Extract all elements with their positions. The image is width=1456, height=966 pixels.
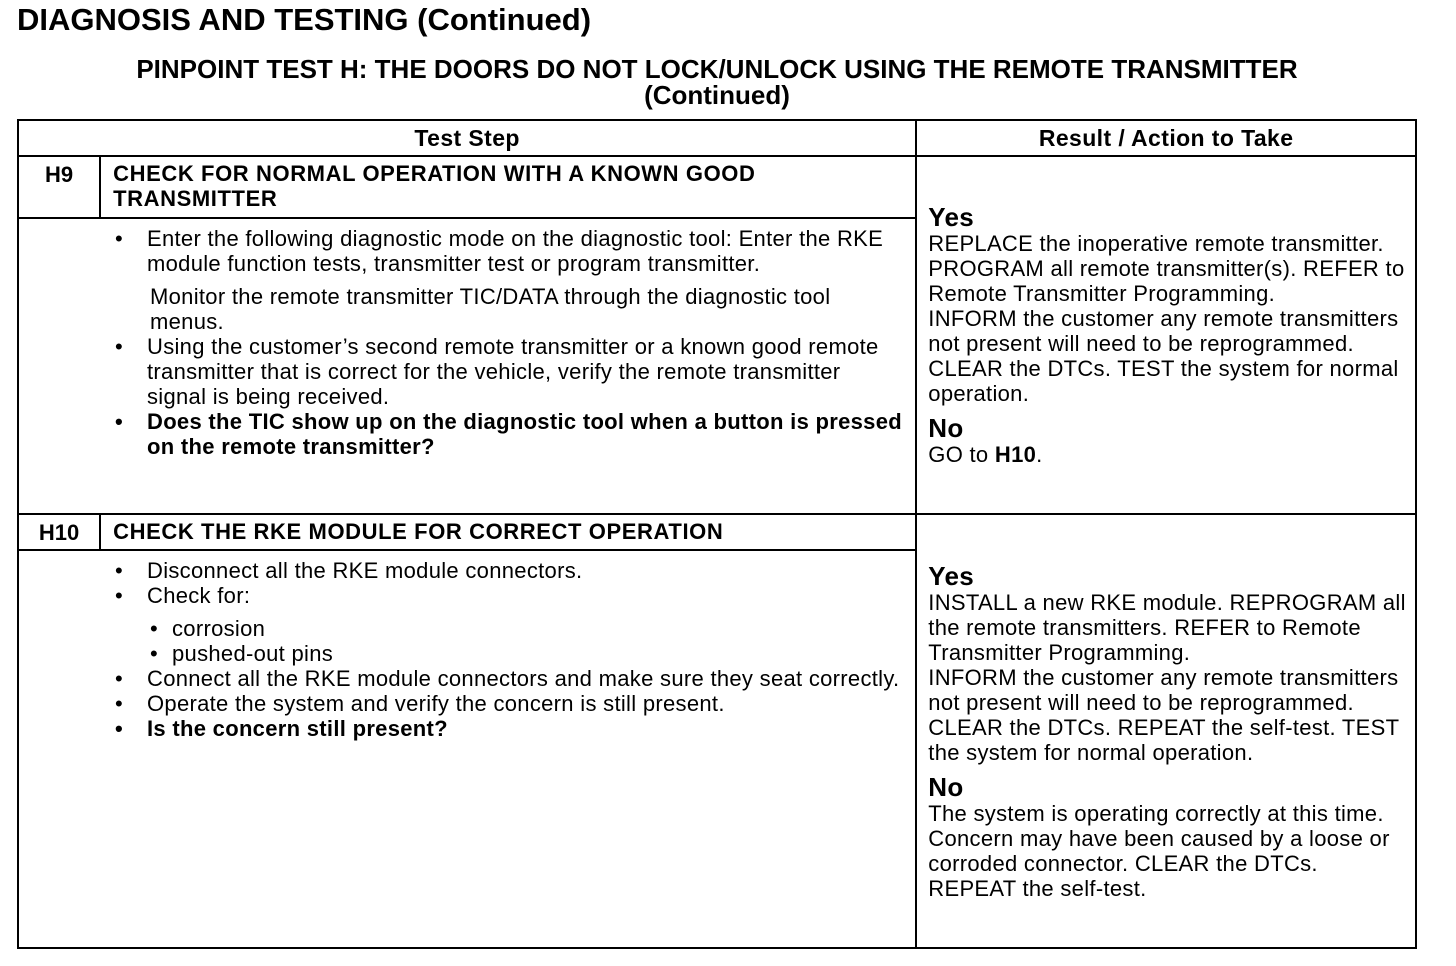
list-item-text: Disconnect all the RKE module connectors.	[147, 558, 583, 583]
list-item: • Disconnect all the RKE module connectors.	[19, 558, 905, 583]
list-item: • Using the customer’s second remote transmitter or a known good remote transmitter that is correct for the vehicle, verify the remote transmitter signal is being received.	[19, 334, 905, 409]
list-item-text: Check for:	[147, 583, 251, 608]
list-item: • Connect all the RKE module connectors and make sure they seat correctly.	[19, 666, 905, 691]
step-result	[916, 156, 1416, 514]
step-result	[916, 514, 1416, 948]
result-yes-text: INFORM the customer any remote transmitters not present will need to be reprogrammed. CLEAR the DTCs. REPEAT the self-test. TEST the system for normal operation.	[928, 664, 1399, 765]
list-item: • Enter the following diagnostic mode on the diagnostic tool: Enter the RKE module function tests, transmitter test or program transmitter.	[19, 226, 905, 276]
step-id: H10	[18, 514, 100, 550]
result-yes-text: REPLACE the inoperative remote transmitter. PROGRAM all remote transmitter(s). REFER to Remote Transmitter Programming.	[928, 231, 1405, 306]
step-title-row	[18, 156, 1416, 218]
sub-list-item: • corrosion	[150, 616, 266, 641]
page-title: DIAGNOSIS AND TESTING (Continued)	[17, 2, 592, 37]
pinpoint-test-title-line2: (Continued)	[644, 80, 790, 110]
sub-list-item: • pushed-out pins	[150, 641, 334, 666]
header-test-step: Test Step	[18, 120, 916, 156]
list-item-question: Does the TIC show up on the diagnostic tool when a button is pressed on the remote transmitter?	[147, 409, 902, 459]
header-result: Result / Action to Take	[916, 120, 1416, 156]
result-yes-text: INSTALL a new RKE module. REPROGRAM all the remote transmitters. REFER to Remote Transmitter Programming.	[928, 589, 1406, 665]
result-no-text: The system is operating correctly at this time. Concern may have been caused by a loose or corroded connector. CLEAR the DTCs. REPEAT the self-test.	[928, 800, 1390, 901]
list-item-text: Enter the following diagnostic mode on the diagnostic tool: Enter the RKE module function tests, transmitter test or program transmitter.	[147, 226, 884, 276]
sub-list-item-text: pushed-out pins	[172, 641, 334, 666]
result-no-label: No	[928, 413, 964, 443]
list-item: • Is the concern still present?	[19, 716, 905, 741]
list-item-text: Using the customer’s second remote transmitter or a known good remote transmitter that is correct for the vehicle, verify the remote transmitter signal is being received.	[147, 334, 879, 409]
step-title: CHECK FOR NORMAL OPERATION WITH A KNOWN GOOD TRANSMITTER	[100, 156, 916, 218]
result-yes-label: Yes	[928, 202, 975, 232]
list-item: • Does the TIC show up on the diagnostic tool when a button is pressed on the remote transmitter?	[19, 409, 905, 459]
list-item: • Operate the system and verify the concern is still present.	[19, 691, 905, 716]
step-body	[18, 218, 916, 514]
list-item-question: Is the concern still present?	[147, 716, 448, 741]
result-no-label: No	[928, 771, 964, 802]
step-body	[18, 550, 916, 948]
list-item-continuation: Monitor the remote transmitter TIC/DATA through the diagnostic tool menus.	[150, 284, 831, 334]
result-no-step-ref: H10	[994, 442, 1037, 467]
result-no-suffix: .	[1036, 442, 1043, 467]
step-id: H9	[18, 156, 100, 218]
result-no-text	[928, 442, 1407, 467]
list-item: • Check for:	[19, 583, 905, 608]
pinpoint-test-title	[17, 56, 1417, 108]
step-title: CHECK THE RKE MODULE FOR CORRECT OPERATION	[100, 514, 916, 550]
result-no-prefix: GO to	[928, 442, 995, 467]
list-item-text: Operate the system and verify the concern is still present.	[147, 691, 725, 716]
sub-list-item-text: corrosion	[172, 616, 266, 641]
step-title-row	[18, 514, 1416, 550]
pinpoint-test-title-line1: PINPOINT TEST H: THE DOORS DO NOT LOCK/UNLOCK USING THE REMOTE TRANSMITTER	[136, 54, 1298, 84]
table-header-row	[18, 120, 1416, 156]
pinpoint-test-table	[17, 119, 1417, 949]
result-yes-label: Yes	[928, 560, 975, 591]
result-yes-text: INFORM the customer any remote transmitters not present will need to be reprogrammed. CLEAR the DTCs. TEST the system for normal operation.	[928, 306, 1399, 406]
list-item-text: Connect all the RKE module connectors and make sure they seat correctly.	[147, 666, 900, 691]
